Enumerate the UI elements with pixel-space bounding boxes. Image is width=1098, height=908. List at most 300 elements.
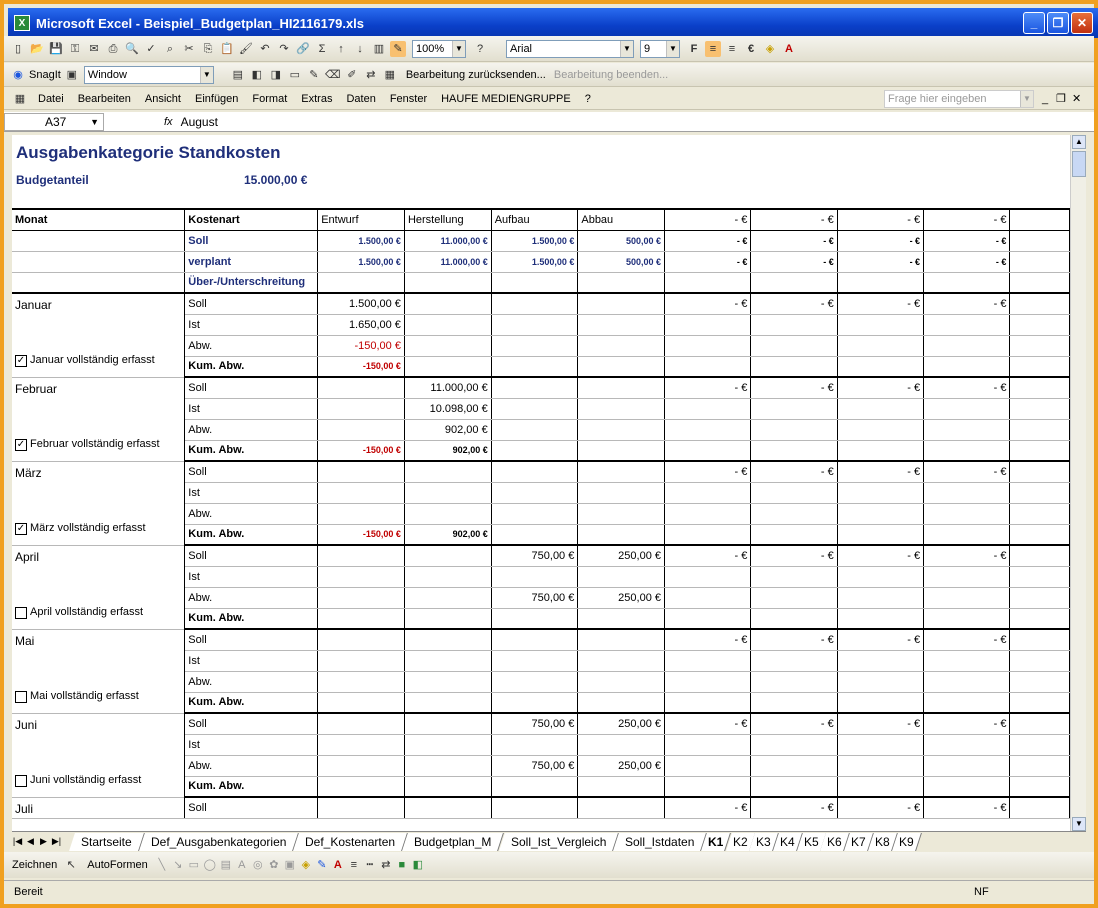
grid-cell[interactable] [578, 272, 665, 293]
grid-cell[interactable]: - € [924, 713, 1010, 734]
grid-cell[interactable] [404, 482, 491, 503]
grid-cell[interactable]: - € [751, 377, 837, 398]
grid-cell[interactable]: - € [665, 629, 751, 650]
month-cell[interactable] [12, 797, 185, 818]
grid-cell[interactable] [837, 482, 923, 503]
row-label[interactable]: Soll [185, 629, 318, 650]
grid-cell[interactable] [491, 608, 578, 629]
sheet-tab[interactable] [293, 833, 408, 851]
grid-cell[interactable] [491, 776, 578, 797]
checkbox-empty-icon[interactable] [15, 691, 27, 703]
worksheet[interactable] [12, 135, 1070, 831]
header-cell[interactable] [1010, 209, 1070, 230]
row-label[interactable]: Abw. [185, 335, 318, 356]
grid-cell[interactable] [12, 272, 185, 293]
grid-cell[interactable]: - € [924, 461, 1010, 482]
grid-cell[interactable] [318, 398, 405, 419]
row-label[interactable]: Kum. Abw. [185, 356, 318, 377]
grid-cell[interactable]: - € [837, 377, 923, 398]
ink-icon[interactable]: ✐ [347, 68, 357, 81]
grid-cell[interactable]: 1.500,00 € [318, 293, 405, 314]
grid-cell[interactable] [491, 482, 578, 503]
grid-cell[interactable] [665, 398, 751, 419]
grid-cell[interactable] [924, 335, 1010, 356]
email-icon[interactable]: ✉ [89, 42, 99, 55]
row-label[interactable]: Abw. [185, 503, 318, 524]
grid-cell[interactable] [665, 272, 751, 293]
menu-einfuegen[interactable]: Einfügen [194, 92, 239, 105]
row-label[interactable]: Über-/Unterschreitung [185, 272, 318, 293]
grid-cell[interactable] [491, 524, 578, 545]
snagit-icon[interactable]: ◉ [13, 68, 23, 81]
month-cell[interactable] [12, 461, 185, 545]
month-checkbox[interactable] [15, 438, 160, 450]
grid-cell[interactable]: 10.098,00 € [404, 398, 491, 419]
sheet-tab[interactable] [892, 833, 922, 851]
line-color-icon[interactable]: ✎ [317, 859, 327, 871]
grid-cell[interactable]: - € [665, 251, 751, 272]
grid-cell[interactable] [491, 356, 578, 377]
month-cell[interactable] [12, 293, 185, 377]
row-label[interactable]: Ist [185, 398, 318, 419]
grid-cell[interactable] [751, 608, 837, 629]
grid-cell[interactable] [837, 440, 923, 461]
next-sheet-icon[interactable]: ▶ [40, 836, 47, 846]
grid-cell[interactable] [665, 776, 751, 797]
grid-cell[interactable]: 902,00 € [404, 419, 491, 440]
sheet-tab[interactable] [139, 833, 299, 851]
grid-cell[interactable] [751, 524, 837, 545]
grid-cell[interactable] [1010, 692, 1070, 713]
grid-cell[interactable] [924, 566, 1010, 587]
grid-cell[interactable] [318, 650, 405, 671]
menu-format[interactable]: Format [252, 92, 288, 105]
grid-cell[interactable]: 250,00 € [578, 587, 665, 608]
checkbox-empty-icon[interactable] [15, 607, 27, 619]
grid-cell[interactable] [1010, 797, 1070, 818]
checkbox-empty-icon[interactable] [15, 775, 27, 787]
grid-cell[interactable]: 1.500,00 € [491, 230, 578, 251]
header-cell[interactable]: Monat [12, 209, 185, 230]
grid-cell[interactable] [404, 608, 491, 629]
edit-comment-icon[interactable]: ✎ [309, 68, 319, 81]
grid-cell[interactable] [924, 608, 1010, 629]
track-icon[interactable]: ⇄ [366, 68, 376, 81]
grid-cell[interactable]: - € [837, 230, 923, 251]
row-label[interactable]: Kum. Abw. [185, 440, 318, 461]
checkbox-checked-icon[interactable]: ✓ [16, 354, 26, 366]
align-center-icon[interactable]: ≡ [728, 42, 736, 55]
grid-cell[interactable]: - € [751, 230, 837, 251]
grid-cell[interactable] [578, 440, 665, 461]
grid-cell[interactable] [404, 272, 491, 293]
prev-sheet-icon[interactable]: ◀ [27, 836, 34, 846]
last-sheet-icon[interactable]: ▶| [51, 836, 62, 846]
row-label[interactable]: Kum. Abw. [185, 608, 318, 629]
month-checkbox[interactable] [15, 606, 143, 618]
print-icon[interactable]: ⎙ [108, 42, 118, 55]
grid-cell[interactable] [837, 692, 923, 713]
minimize-button[interactable]: _ [1023, 12, 1045, 34]
picture-icon[interactable]: ▣ [284, 859, 295, 871]
grid-cell[interactable] [1010, 377, 1070, 398]
grid-cell[interactable] [1010, 524, 1070, 545]
grid-cell[interactable]: -150,00 € [318, 356, 405, 377]
header-cell[interactable]: - € [924, 209, 1010, 230]
grid-cell[interactable] [751, 356, 837, 377]
grid-cell[interactable] [924, 524, 1010, 545]
grid-cell[interactable] [751, 776, 837, 797]
grid-cell[interactable] [665, 692, 751, 713]
oval-icon[interactable]: ◯ [203, 859, 216, 871]
formula-input[interactable]: August [180, 114, 218, 129]
grid-cell[interactable] [404, 734, 491, 755]
grid-cell[interactable] [318, 734, 405, 755]
grid-cell[interactable] [318, 797, 405, 818]
grid-cell[interactable]: 250,00 € [578, 755, 665, 776]
help-icon[interactable]: ? [476, 42, 484, 55]
grid-cell[interactable] [318, 755, 405, 776]
permission-icon[interactable]: ⚿ [70, 42, 80, 55]
grid-cell[interactable] [751, 335, 837, 356]
grid-cell[interactable]: - € [924, 629, 1010, 650]
grid-cell[interactable] [837, 503, 923, 524]
vertical-scrollbar[interactable] [1070, 135, 1086, 831]
data-grid[interactable] [12, 208, 1070, 819]
grid-cell[interactable] [578, 608, 665, 629]
grid-cell[interactable]: - € [837, 545, 923, 566]
grid-cell[interactable] [318, 566, 405, 587]
grid-cell[interactable]: - € [751, 797, 837, 818]
grid-cell[interactable] [491, 335, 578, 356]
grid-cell[interactable] [1010, 419, 1070, 440]
grid-cell[interactable]: 902,00 € [404, 440, 491, 461]
row-label[interactable]: Abw. [185, 755, 318, 776]
fill-color-icon[interactable]: ◈ [765, 42, 775, 55]
grid-cell[interactable] [491, 671, 578, 692]
zoom-select[interactable] [412, 40, 466, 58]
grid-cell[interactable] [578, 419, 665, 440]
arrow-style-icon[interactable]: ⇄ [381, 859, 391, 871]
research-icon[interactable]: ⌕ [166, 42, 174, 55]
grid-cell[interactable] [924, 398, 1010, 419]
grid-cell[interactable] [491, 272, 578, 293]
grid-cell[interactable] [924, 734, 1010, 755]
doc-minimize-icon[interactable]: _ [1042, 92, 1049, 105]
grid-cell[interactable] [491, 419, 578, 440]
grid-cell[interactable] [404, 755, 491, 776]
dash-style-icon[interactable]: ┅ [366, 859, 374, 871]
row-label[interactable]: Kum. Abw. [185, 692, 318, 713]
grid-cell[interactable] [578, 461, 665, 482]
grid-cell[interactable] [924, 650, 1010, 671]
month-cell[interactable] [12, 713, 185, 797]
grid-cell[interactable] [1010, 755, 1070, 776]
grid-cell[interactable] [578, 797, 665, 818]
grid-cell[interactable]: 11.000,00 € [404, 377, 491, 398]
grid-cell[interactable] [491, 734, 578, 755]
grid-cell[interactable] [924, 272, 1010, 293]
grid-cell[interactable] [751, 440, 837, 461]
header-cell[interactable]: Herstellung [404, 209, 491, 230]
grid-cell[interactable]: 750,00 € [491, 713, 578, 734]
grid-cell[interactable] [1010, 356, 1070, 377]
grid-cell[interactable] [1010, 272, 1070, 293]
grid-cell[interactable]: -150,00 € [318, 335, 405, 356]
bold-icon[interactable]: F [690, 42, 698, 55]
row-label[interactable]: Ist [185, 734, 318, 755]
grid-cell[interactable] [578, 335, 665, 356]
align-left-icon[interactable]: ≡ [705, 41, 721, 57]
grid-cell[interactable] [578, 524, 665, 545]
grid-cell[interactable] [404, 314, 491, 335]
menu-ansicht[interactable]: Ansicht [144, 92, 181, 105]
grid-cell[interactable] [665, 650, 751, 671]
grid-cell[interactable] [924, 356, 1010, 377]
first-sheet-icon[interactable]: |◀ [12, 836, 23, 846]
grid-cell[interactable]: 500,00 € [578, 251, 665, 272]
grid-cell[interactable] [578, 377, 665, 398]
grid-cell[interactable]: - € [751, 461, 837, 482]
grid-cell[interactable] [837, 587, 923, 608]
sort-desc-icon[interactable]: ↓ [357, 42, 363, 55]
month-cell[interactable] [12, 545, 185, 629]
grid-cell[interactable] [318, 482, 405, 503]
grid-cell[interactable] [404, 671, 491, 692]
grid-cell[interactable] [924, 482, 1010, 503]
grid-cell[interactable] [751, 398, 837, 419]
grid-cell[interactable] [837, 524, 923, 545]
grid-cell[interactable] [837, 776, 923, 797]
textbox-icon[interactable]: ▤ [220, 859, 231, 871]
grid-cell[interactable] [1010, 335, 1070, 356]
drawing-icon[interactable]: ✎ [390, 41, 406, 57]
grid-cell[interactable] [404, 713, 491, 734]
grid-cell[interactable]: 1.500,00 € [491, 251, 578, 272]
grid-cell[interactable] [491, 398, 578, 419]
row-label[interactable]: Abw. [185, 671, 318, 692]
grid-cell[interactable] [404, 629, 491, 650]
grid-cell[interactable] [924, 503, 1010, 524]
hyperlink-icon[interactable]: 🔗 [296, 42, 310, 55]
grid-cell[interactable] [404, 461, 491, 482]
grid-cell[interactable] [578, 734, 665, 755]
header-cell[interactable]: Aufbau [491, 209, 578, 230]
grid-cell[interactable] [924, 440, 1010, 461]
grid-cell[interactable] [1010, 293, 1070, 314]
grid-cell[interactable] [578, 650, 665, 671]
grid-cell[interactable] [837, 650, 923, 671]
grid-cell[interactable]: - € [837, 251, 923, 272]
month-checkbox[interactable] [15, 774, 141, 786]
snagit-label[interactable]: SnagIt [29, 68, 61, 81]
workbook-icon[interactable]: ▦ [14, 92, 26, 105]
grid-cell[interactable]: - € [665, 461, 751, 482]
grid-cell[interactable] [491, 566, 578, 587]
month-checkbox[interactable] [15, 690, 139, 702]
grid-cell[interactable] [318, 608, 405, 629]
grid-cell[interactable] [404, 587, 491, 608]
grid-cell[interactable] [837, 608, 923, 629]
grid-cell[interactable] [665, 335, 751, 356]
grid-cell[interactable]: - € [924, 251, 1010, 272]
grid-cell[interactable] [751, 671, 837, 692]
grid-cell[interactable] [404, 356, 491, 377]
menu-help[interactable]: ? [584, 92, 591, 105]
grid-cell[interactable] [404, 293, 491, 314]
row-label[interactable]: Soll [185, 377, 318, 398]
grid-cell[interactable]: 500,00 € [578, 230, 665, 251]
grid-cell[interactable]: - € [837, 461, 923, 482]
grid-cell[interactable] [665, 482, 751, 503]
grid-cell[interactable] [318, 461, 405, 482]
grid-cell[interactable] [318, 776, 405, 797]
grid-cell[interactable] [1010, 440, 1070, 461]
format-painter-icon[interactable]: 🖌 [239, 42, 253, 55]
line-icon[interactable]: ╲ [158, 859, 166, 871]
grid-cell[interactable] [837, 419, 923, 440]
autosum-icon[interactable]: Σ [318, 42, 326, 55]
grid-cell[interactable]: - € [924, 545, 1010, 566]
grid-cell[interactable] [491, 461, 578, 482]
grid-cell[interactable]: 11.000,00 € [404, 230, 491, 251]
open-icon[interactable]: 📂 [30, 42, 44, 55]
send-for-review-button[interactable]: Bearbeitung zurücksenden... [405, 68, 546, 81]
maximize-button[interactable]: ❐ [1047, 12, 1069, 34]
grid-cell[interactable] [1010, 545, 1070, 566]
grid-cell[interactable] [665, 503, 751, 524]
grid-cell[interactable] [1010, 734, 1070, 755]
grid-cell[interactable] [751, 419, 837, 440]
grid-cell[interactable]: 750,00 € [491, 545, 578, 566]
save-icon[interactable]: 💾 [49, 42, 63, 55]
grid-cell[interactable]: - € [751, 251, 837, 272]
grid-cell[interactable] [1010, 671, 1070, 692]
sort-asc-icon[interactable]: ↑ [338, 42, 344, 55]
grid-cell[interactable] [665, 440, 751, 461]
grid-cell[interactable] [578, 629, 665, 650]
font-color-icon[interactable]: A [785, 42, 793, 55]
grid-cell[interactable] [491, 377, 578, 398]
header-cell[interactable]: - € [665, 209, 751, 230]
show-comment-icon[interactable]: ▭ [289, 68, 301, 81]
scroll-down-icon[interactable]: ▼ [1072, 817, 1086, 831]
grid-cell[interactable] [665, 524, 751, 545]
grid-cell[interactable] [751, 482, 837, 503]
grid-cell[interactable] [1010, 251, 1070, 272]
grid-cell[interactable] [491, 650, 578, 671]
grid-cell[interactable]: - € [665, 797, 751, 818]
grid-cell[interactable] [404, 335, 491, 356]
sheet-tab[interactable] [402, 833, 504, 851]
capture-icon[interactable]: ▣ [66, 68, 78, 81]
grid-cell[interactable] [578, 293, 665, 314]
grid-cell[interactable] [404, 503, 491, 524]
doc-restore-icon[interactable]: ❐ [1056, 93, 1066, 105]
grid-cell[interactable] [1010, 629, 1070, 650]
grid-cell[interactable] [837, 356, 923, 377]
row-label[interactable]: Soll [185, 230, 318, 251]
grid-cell[interactable] [751, 650, 837, 671]
grid-cell[interactable] [1010, 566, 1070, 587]
font-color-icon[interactable]: A [333, 859, 342, 871]
grid-cell[interactable]: - € [924, 377, 1010, 398]
grid-cell[interactable] [578, 314, 665, 335]
grid-cell[interactable] [665, 314, 751, 335]
row-label[interactable]: Abw. [185, 419, 318, 440]
grid-cell[interactable]: - € [837, 629, 923, 650]
grid-cell[interactable] [665, 356, 751, 377]
grid-cell[interactable] [578, 398, 665, 419]
comment-icon[interactable]: ▤ [232, 68, 244, 81]
checkbox-checked-icon[interactable]: ✓ [16, 522, 26, 534]
grid-cell[interactable]: - € [837, 293, 923, 314]
scroll-up-icon[interactable]: ▲ [1072, 135, 1086, 149]
grid-cell[interactable] [12, 230, 185, 251]
grid-cell[interactable]: - € [924, 797, 1010, 818]
row-label[interactable]: Soll [185, 713, 318, 734]
grid-cell[interactable] [578, 356, 665, 377]
cut-icon[interactable]: ✂ [184, 42, 194, 55]
grid-cell[interactable]: 11.000,00 € [404, 251, 491, 272]
grid-cell[interactable]: - € [665, 545, 751, 566]
grid-cell[interactable]: 750,00 € [491, 587, 578, 608]
grid-cell[interactable] [837, 335, 923, 356]
fx-icon[interactable]: fx [164, 115, 173, 128]
grid-cell[interactable]: 250,00 € [578, 713, 665, 734]
row-label[interactable]: Soll [185, 293, 318, 314]
grid-cell[interactable] [578, 776, 665, 797]
grid-cell[interactable] [1010, 398, 1070, 419]
grid-cell[interactable] [1010, 608, 1070, 629]
month-checkbox[interactable] [15, 354, 155, 366]
select-objects-icon[interactable]: ↖ [66, 859, 76, 871]
grid-cell[interactable] [578, 482, 665, 503]
grid-cell[interactable] [318, 503, 405, 524]
grid-cell[interactable] [751, 755, 837, 776]
line-style-icon[interactable]: ≡ [350, 859, 357, 871]
copy-icon[interactable]: ⎘ [203, 42, 213, 55]
help-search-input[interactable] [884, 90, 1034, 108]
row-label[interactable]: Kum. Abw. [185, 776, 318, 797]
grid-cell[interactable] [404, 797, 491, 818]
grid-cell[interactable] [837, 314, 923, 335]
grid-cell[interactable] [318, 545, 405, 566]
grid-cell[interactable] [924, 419, 1010, 440]
grid-cell[interactable] [1010, 650, 1070, 671]
grid-cell[interactable] [751, 692, 837, 713]
grid-cell[interactable] [12, 251, 185, 272]
grid-cell[interactable] [318, 671, 405, 692]
grid-cell[interactable] [837, 734, 923, 755]
row-label[interactable]: Ist [185, 482, 318, 503]
month-cell[interactable] [12, 629, 185, 713]
reviewing-icon[interactable]: ▦ [384, 68, 396, 81]
grid-cell[interactable] [404, 650, 491, 671]
grid-cell[interactable]: - € [665, 293, 751, 314]
grid-cell[interactable] [924, 587, 1010, 608]
row-label[interactable]: Ist [185, 650, 318, 671]
end-review-button[interactable]: Bearbeitung beenden... [553, 68, 669, 81]
month-checkbox[interactable] [15, 522, 146, 534]
delete-comment-icon[interactable]: ⌫ [325, 68, 341, 81]
grid-cell[interactable] [1010, 461, 1070, 482]
grid-cell[interactable] [1010, 503, 1070, 524]
grid-cell[interactable] [837, 398, 923, 419]
grid-cell[interactable] [1010, 482, 1070, 503]
grid-cell[interactable] [1010, 776, 1070, 797]
grid-cell[interactable]: - € [924, 230, 1010, 251]
